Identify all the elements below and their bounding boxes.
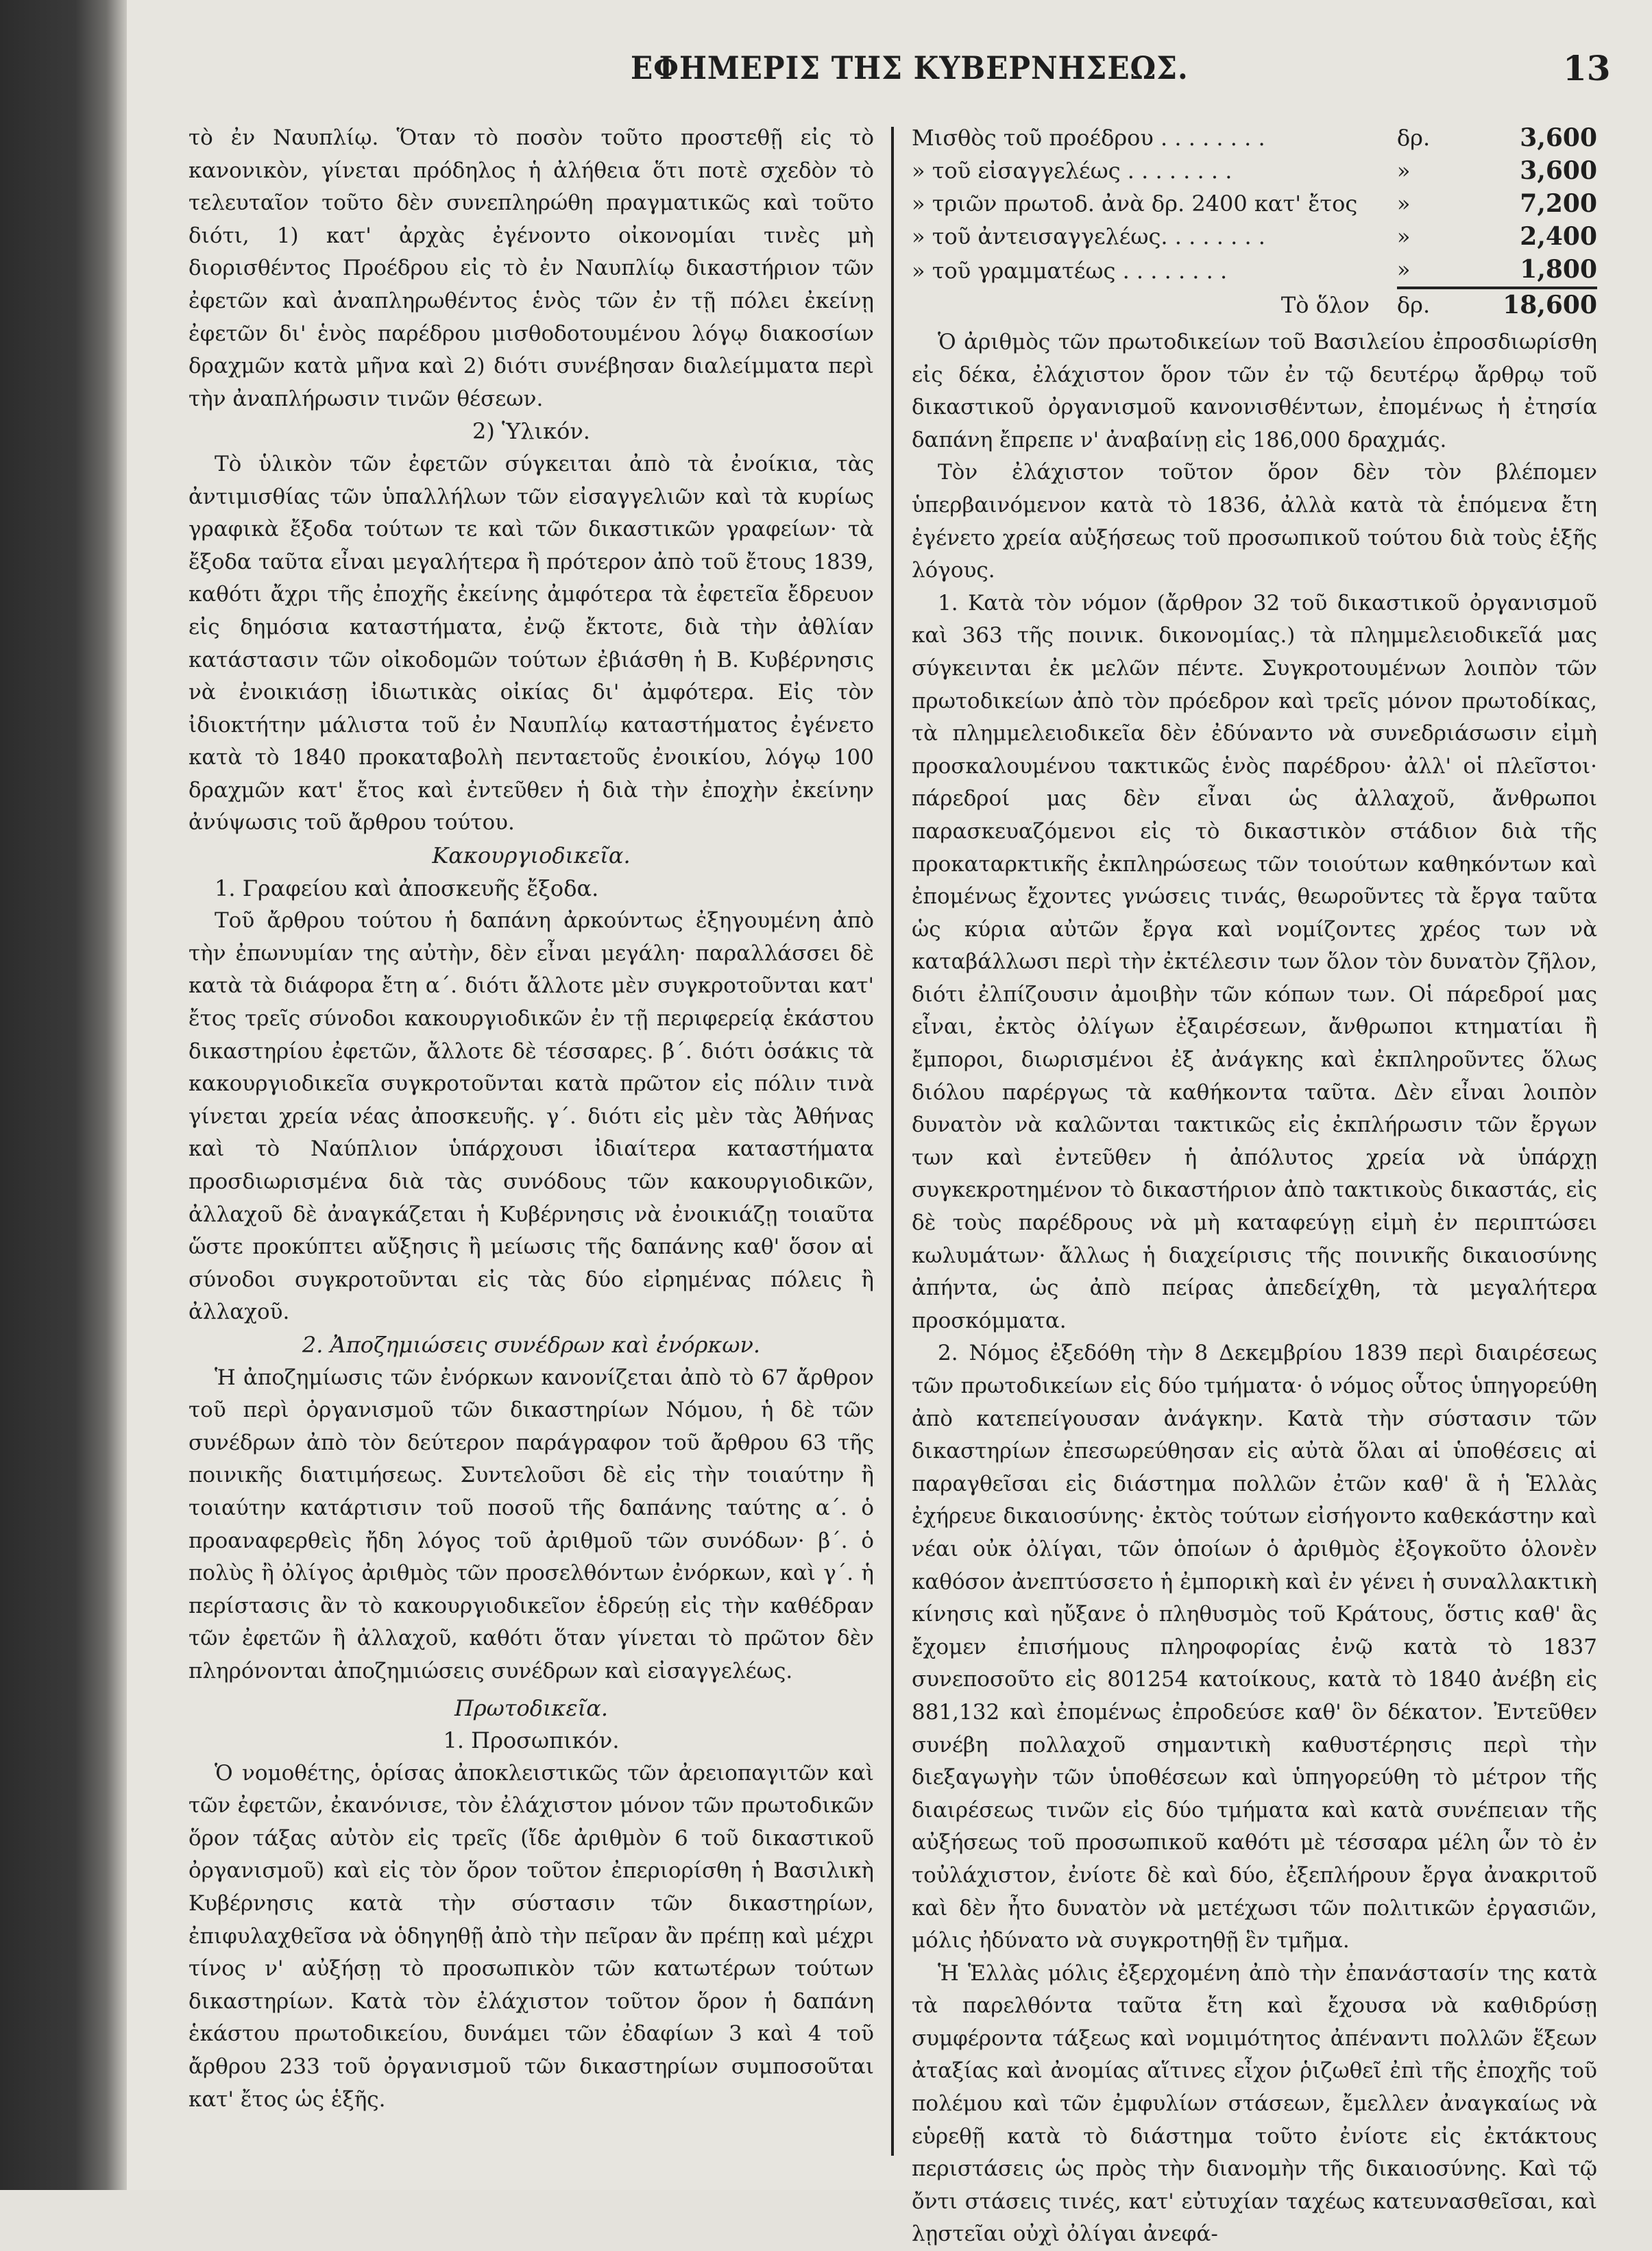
- row-label: » τοῦ εἰσαγγελέως . . . . . . . .: [912, 158, 1232, 184]
- page-header-title: ΕΦΗΜΕΡΙΣ ΤΗΣ ΚΥΒΕΡΝΗΣΕΩΣ.: [631, 49, 1189, 86]
- paragraph: Τὸν ἐλάχιστον τοῦτον ὅρον δὲν τὸν βλέπομεν ὑπερβαινόμενον κατὰ τὸ 1836, ἀλλὰ κατὰ τὰ ἑπόμενα ἔτη ἐγένετο χρεία αὐξήσεως τοῦ προσωπικοῦ τούτου διὰ τοὺς ἑξῆς λόγους.: [912, 460, 1597, 583]
- section-heading: 2) Ὑλικόν.: [472, 418, 590, 445]
- row-value: 3,600: [1520, 123, 1597, 153]
- row-value: 3,600: [1520, 156, 1597, 186]
- row-currency: »: [1396, 158, 1411, 184]
- row-label: Μισθὸς τοῦ προέδρου . . . . . . . .: [912, 125, 1265, 151]
- salary-table: [912, 122, 1597, 322]
- paragraph: Τοῦ ἄρθρου τούτου ἡ δαπάνη ἀρκούντως ἐξηγουμένη ἀπὸ τὴν ἐπωνυμίαν της αὐτὴν, δὲν εἶναι μεγάλη· παραλλάσσει δὲ κατὰ τὰ διάφορα ἔτη α΄. διότι ἄλλοτε μὲν συγκροτοῦνται κατ' ἔτος τρεῖς σύνοδοι κακουργιοδικῶν ἐν τῇ περιφερείᾳ ἑκάστου δικαστηρίου ἐφετῶν, ἄλλοτε δὲ τέσσαρες. β΄. διότι ὁσάκις τὰ κακουργιοδικεῖα συγκροτοῦνται κατὰ πρῶτον εἰς πόλιν τινὰ γίνεται χρεία νέας ἀποσκευῆς. γ΄. διότι εἰς μὲν τὰς Ἀθήνας καὶ τὸ Ναύπλιον ὑπάρχουσι ἰδιαίτερα καταστήματα προσδιωρισμένα διὰ τὰς συνόδους τῶν κακουργιοδικῶν, ἀλλαχοῦ δὲ ἀναγκάζεται ἡ Κυβέρνησις νὰ ἐνοικιάζῃ τοιαῦτα ὥστε προκύπτει αὔξησις ἢ μείωσις τῆς δαπάνης καθ' ὅσον αἱ σύνοδοι συγκροτοῦνται εἰς τὰς δύο εἰρημένας πόλεις ἢ ἀλλαχοῦ.: [189, 908, 874, 1325]
- paragraph: Ὁ ἀριθμὸς τῶν πρωτοδικείων τοῦ Βασιλείου ἐπροσδιωρίσθη εἰς δέκα, ἐλάχιστον ὅρον τῶν ἐν τῷ δευτέρῳ ἄρθρῳ τοῦ δικαστικοῦ ὀργανισμοῦ κανονισθέντων, ἐπομένως ἡ ἐτησία δαπάνη ἔπρεπε ν' ἀναβαίνῃ εἰς 186,000 δραχμάς.: [912, 330, 1597, 452]
- paragraph: τὸ ἐν Ναυπλίῳ. Ὅταν τὸ ποσὸν τοῦτο προστεθῇ εἰς τὸ κανονικὸν, γίνεται πρόδηλος ἡ ἀλήθεια ὅτι ποτὲ σχεδὸν τὸ τελευταῖον τοῦτο δὲν συνεπληρώθη πραγματικῶς καὶ τοῦτο διότι, 1) κατ' ἀρχὰς ἐγένοντο οἰκονομίαι τινὲς μὴ διορισθέντος Προέδρου εἰς τὸ ἐν Ναυπλίῳ δικαστήριον τῶν ἐφετῶν καὶ ἀναπληρωθέντος ἑνὸς τῶν ἐν τῇ πόλει ἐκείνῃ ἐφετῶν δι' ἑνὸς παρέδρου μισθοδοτουμένου λόγῳ διακοσίων δραχμῶν κατὰ μῆνα καὶ 2) διότι συνέβησαν διαλείμματα περὶ τὴν ἀναπλήρωσιν τινῶν θέσεων.: [189, 125, 874, 411]
- row-currency: »: [1396, 256, 1411, 283]
- total-currency: δρ.: [1397, 288, 1450, 322]
- table-row: [912, 254, 1597, 288]
- section-heading: Πρωτοδικεῖα.: [454, 1694, 609, 1721]
- subsection-heading: 2. Ἀποζημιώσεις συνέδρων καὶ ἐνόρκων.: [302, 1331, 761, 1358]
- subsection-heading: 1. Προσωπικόν.: [443, 1727, 620, 1754]
- subsection-heading: 1. Γραφείου καὶ ἀποσκευῆς ἔξοδα.: [215, 875, 599, 901]
- paragraph: Ὁ νομοθέτης, ὁρίσας ἀποκλειστικῶς τῶν ἀρειοπαγιτῶν καὶ τῶν ἐφετῶν, ἐκανόνισε, τὸν ἐλάχιστον μόνον τῶν πρωτοδικῶν ὅρον τάξας αὐτὸν εἰς τρεῖς (ἴδε ἀριθμὸν 6 τοῦ δικαστικοῦ ὀργανισμοῦ) καὶ εἰς τὸν ὅρον τοῦτον ἐπεριορίσθη ἡ Βασιλικὴ Κυβέρνησις κατὰ τὴν σύστασιν τῶν δικαστηρίων, ἐπιφυλαχθεῖσα νὰ ὁδηγηθῇ ἀπὸ τὴν πεῖραν ἂν πρέπῃ καὶ μέχρι τίνος ν' αὐξήσῃ τὸ προσωπικὸν τῶν κατωτέρων τούτων δικαστηρίων. Κατὰ τὸν ἐλάχιστον τοῦτον ὅρον ἡ δαπάνη ἑκάστου πρωτοδικείου, δυνάμει τῶν ἐδαφίων 3 καὶ 4 τοῦ ἄρθρου 233 τοῦ ὀργανισμοῦ τῶν δικαστηρίων συμποσοῦται κατ' ἔτος ὡς ἑξῆς.: [189, 1760, 874, 2112]
- paragraph: Ἡ Ἑλλὰς μόλις ἐξερχομένη ἀπὸ τὴν ἐπανάστασίν της κατὰ τὰ παρελθόντα ταῦτα ἔτη καὶ ἔχουσα νὰ καθιδρύσῃ συμφέροντα τάξεως καὶ νομιμότητος ἀπέναντι πολλῶν ἕξεων ἀταξίας καὶ ἀνομίας αἵτινες εἶχον ῥιζωθεῖ ἐπὶ τῆς ἐποχῆς τοῦ πολέμου καὶ τῶν ἐμφυλίων στάσεων, ἔμελλεν ἀναγκαίως νὰ εὑρεθῇ κατὰ τὸ διάστημα τοῦτο ἐνίοτε εἰς ἐκτάκτους περιστάσεις ὡς πρὸς τὴν διανομὴν τῆς δικαιοσύνης. Καὶ τῷ ὄντι στάσεις τινές, κατ' εὐτυχίαν ταχέως κατευνασθεῖσαι, καὶ λῃστεῖαι οὐχὶ ὀλίγαι ἀνεφά-: [912, 1960, 1597, 2247]
- page-number: 13: [1563, 48, 1611, 88]
- row-currency: δρ.: [1396, 125, 1431, 151]
- paragraph: 1. Κατὰ τὸν νόμον (ἄρθρον 32 τοῦ δικαστικοῦ ὀργανισμοῦ καὶ 363 τῆς ποινικ. δικονομίας.) τὰ πλημμελειοδικεῖά μας σύγκεινται ἐκ μελῶν πέντε. Συγκροτουμένων λοιπὸν τῶν πρωτοδικείων ἀπὸ τὸν πρόεδρον καὶ τρεῖς μόνον πρωτοδίκας, τὰ πλημμελειοδικεῖα δὲν ἐδύναντο νὰ συνεδριάσωσιν εἰμὴ προσκαλουμένου τακτικῶς ἑνὸς παρέδρου· ἀλλ' οἱ πλεῖστοι· πάρεδροί μας δὲν εἶναι ὡς ἀλλαχοῦ, ἄνθρωποι παρασκευαζόμενοι εἰς τὸ δικαστικὸν στάδιον διὰ τῆς προκαταρκτικῆς ἐκπληρώσεως τῶν τοιούτων καθηκόντων καὶ ἐπομένως ἔχοντες γνώσεις τινάς, θεωροῦντες τὰ ἔργα ταῦτα ὡς κύρια αὐτῶν ἔργα καὶ νομίζοντες χρέος των νὰ καταβάλλωσι περὶ τὴν ἐκτέλεσιν των ὅλον τὸν δυνατὸν ζῆλον, διότι ἐλπίζουσιν ἀμοιβὴν τῶν κόπων των. Οἱ πάρεδροί μας εἶναι, ἐκτὸς ὀλίγων ἐξαιρέσεων, ἄνθρωποι κτηματίαι ἢ ἔμποροι, διωρισμένοι ἐξ ἀνάγκης καὶ ἐκπληροῦντες ὅλως διόλου παρέργως τὰ καθήκοντα ταῦτα. Δὲν εἶναι λοιπὸν δυνατὸν νὰ καλῶνται τακτικῶς εἰς ἐκπλήρωσιν τῶν ἔργων των καὶ ἐντεῦθεν ἡ ἀπόλυτος χρεία νὰ ὑπάρχῃ συγκεκροτημένον τὸ δικαστήριον ἀπὸ τακτικοὺς δικαστάς, εἰς δὲ τοὺς παρέδρους νὰ μὴ καταφεύγῃ εἰμὴ ἐν περιπτώσει κωλυμάτων· ἄλλως ἡ διαχείρισις τῆς ποινικῆς δικαιοσύνης ἀπήντα, ὡς ἀπὸ πείρας ἀπεδείχθη, τὰ μεγαλήτερα προσκόμματα.: [912, 590, 1597, 1333]
- row-currency: »: [1396, 223, 1411, 250]
- book-binding-shadow: [0, 0, 127, 2190]
- total-value: 18,600: [1450, 288, 1597, 322]
- row-label: » τοῦ γραμματέως . . . . . . . .: [912, 258, 1228, 284]
- row-value: 1,800: [1520, 255, 1597, 284]
- table-row: [912, 122, 1597, 155]
- section-heading: Κακουργιοδικεῖα.: [432, 842, 631, 869]
- row-value: 7,200: [1520, 189, 1597, 219]
- right-column: [912, 122, 1597, 2251]
- row-value: 2,400: [1520, 222, 1597, 252]
- paragraph: Ἡ ἀποζημίωσις τῶν ἐνόρκων κανονίζεται ἀπὸ τὸ 67 ἄρθρον τοῦ περὶ ὀργανισμοῦ τῶν δικαστηρίων Νόμου, ἡ δὲ τῶν συνέδρων ἀπὸ τὸν δεύτερον παράγραφον τοῦ ἄρθρου 63 τῆς ποινικῆς διατιμήσεως. Συντελοῦσι δὲ εἰς τὴν τοιαύτην ἢ τοιαύτην κατάρτισιν τοῦ ποσοῦ τῆς δαπάνης ταύτης α΄. ὁ προαναφερθεὶς ἤδη λόγος τοῦ ἀριθμοῦ τῶν συνόδων· β΄. ὁ πολὺς ἢ ὀλίγος ἀριθμὸς τῶν προσελθόντων ἐνόρκων, καὶ γ΄. ἡ περίστασις ἂν τὸ κακουργιοδικεῖον ἑδρεύῃ εἰς τὴν καθέδραν τῶν ἐφετῶν ἢ ἀλλαχοῦ, καθότι ὅταν γίνεται τὸ πρῶτον δὲν πληρόνονται ἀποζημιώσεις συνέδρων καὶ εἰσαγγελέως.: [189, 1365, 874, 1683]
- paragraph: 2. Νόμος ἐξεδόθη τὴν 8 Δεκεμβρίου 1839 περὶ διαιρέσεως τῶν πρωτοδικείων εἰς δύο τμήματα· ὁ νόμος οὗτος ὑπηγορεύθη ἀπὸ κατεπείγουσαν ἀνάγκην. Κατὰ τὴν σύστασιν τῶν δικαστηρίων ἐπεσωρεύθησαν εἰς αὐτὰ ὅλαι αἱ ὑποθέσεις αἱ παραγθεῖσαι εἰς διάστημα πολλῶν ἐτῶν καθ' ἃ ἡ Ἑλλὰς ἐχήρευε δικαιοσύνης· ἐκτὸς τούτων εἰσήγοντο καθεκάστην καὶ νέαι οὐκ ὀλίγαι, τῶν ὁποίων ὁ ἀριθμὸς ἐξογκοῦτο ὁλονὲν καθόσον ἀνεπτύσσετο ἡ ἐμπορικὴ καὶ ἐν γένει ἡ συναλλακτικὴ κίνησις καὶ ηὔξανε ὁ πληθυσμὸς τοῦ Κράτους, ὅστις καθ' ἃς ἔχομεν ἐπισήμους πληροφορίας ἐνῷ κατὰ τὸ 1837 συνεποσοῦτο εἰς 801254 κατοίκους, κατὰ τὸ 1840 ἀνέβη εἰς 881,132 καὶ ἐπομένως ἐπροδεύσε καθ' ὃν δέκατον. Ἐντεῦθεν συνέβη πολλαχοῦ σημαντικὴ καθυστέρησις περὶ τὴν διεξαγωγὴν τῶν ὑποθέσεων καὶ ὑπηγορεύθη τὸ μέτρον τῆς διαιρέσεως τινῶν εἰς δύο τμήματα καὶ κατὰ συνέπειαν τῆς αὐξήσεως τοῦ προσωπικοῦ καθότι μὲ τέσσαρα μέλη ὧν τὸ ἐν τοὐλάχιστον, ἐνίοτε δὲ καὶ δύο, ἐξεπλήρουν ἔργα ἀνακριτοῦ καὶ δὲν ἦτο δυνατὸν νὰ μετέχωσι τῶν πολιτικῶν ἐργασιῶν, μόλις ἠδύνατο νὰ συγκροτηθῇ ἓν τμῆμα.: [912, 1341, 1597, 1954]
- total-row: [912, 288, 1597, 322]
- table-row: [912, 221, 1597, 254]
- row-label: » τοῦ ἀντεισαγγελέως. . . . . . . .: [912, 223, 1265, 250]
- row-currency: »: [1396, 191, 1411, 217]
- paragraph: Τὸ ὑλικὸν τῶν ἐφετῶν σύγκειται ἀπὸ τὰ ἐνοίκια, τὰς ἀντιμισθίας τῶν ὑπαλλήλων τῶν εἰσαγγελιῶν καὶ τὰ κυρίως γραφικὰ ἔξοδα τούτων τε καὶ τῶν δικαστικῶν γραφείων· τὰ ἔξοδα ταῦτα εἶναι μεγαλήτερα ἢ πρότερον ἀπὸ τοῦ ἔτους 1839, καθότι ἄχρι τῆς ἐποχῆς ἐκείνης ἀμφότερα τὰ ἐφετεῖα ἔδρευον εἰς δημόσια καταστήματα, ἐνῷ ἔκτοτε, διὰ τὴν ἀθλίαν κατάστασιν τῶν οἰκοδομῶν τούτων ἐβιάσθη ἡ Β. Κυβέρνησις νὰ ἐνοικιάσῃ ἰδιωτικὰς οἰκίας δι' ἀμφότερα. Εἰς τὸν ἰδιοκτήτην μάλιστα τοῦ ἐν Ναυπλίῳ καταστήματος ἐγένετο κατὰ τὸ 1840 προκαταβολὴ πενταετοῦς ἐνοικίου, λόγῳ 100 δραχμῶν κατ' ἔτος καὶ ἐντεῦθεν ἡ διὰ τὴν ἐποχὴν ἐκείνην ἀνύψωσις τοῦ ἄρθρου τούτου.: [189, 451, 874, 836]
- table-row: [912, 188, 1597, 221]
- table-row: [912, 155, 1597, 188]
- column-divider: [891, 127, 894, 2156]
- row-label: » τριῶν πρωτοδ. ἀνὰ δρ. 2400 κατ' ἔτος: [912, 191, 1358, 217]
- left-column: [189, 122, 874, 2116]
- total-label: Τὸ ὅλον: [1280, 292, 1370, 319]
